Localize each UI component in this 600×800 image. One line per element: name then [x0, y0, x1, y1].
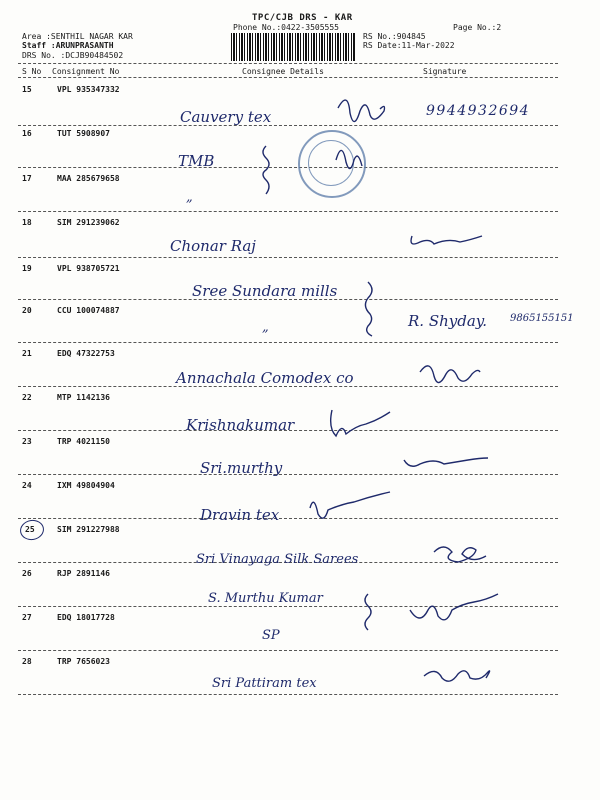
report-title: TPC/CJB DRS - KAR: [252, 13, 353, 23]
row-consignment: CCU 100074887: [57, 306, 120, 315]
row-consignment: SIM 291239062: [57, 218, 120, 227]
row-sno: 21: [22, 349, 32, 358]
rs-date: RS Date:11-Mar-2022: [363, 41, 455, 50]
drs-number: DRS No. :DCJB90484502: [22, 51, 124, 60]
handwritten-phone: 9944932694: [426, 103, 531, 119]
brace-16: [263, 146, 269, 194]
signature-18: [411, 236, 482, 244]
signature-21: [420, 366, 480, 383]
handwritten-consignee: Chonar Raj: [170, 237, 256, 255]
signature-16: [336, 150, 362, 168]
row-sno: 28: [22, 657, 32, 666]
handwritten-ditto: „: [186, 190, 193, 205]
row-sno: 23: [22, 437, 32, 446]
handwritten-consignee: Sri Vinayaga Silk Sarees: [196, 552, 359, 567]
handwritten-signature: R. Shyday.: [408, 312, 488, 330]
signature-24: [310, 492, 390, 518]
staff-label: Staff :ARUNPRASANTH: [22, 41, 114, 50]
handwritten-consignee: S. Murthu Kumar: [208, 591, 323, 606]
row-consignment: IXM 49804904: [57, 481, 115, 490]
brace-26: [365, 594, 371, 630]
handwritten-ditto: „: [262, 320, 269, 335]
row-consignment: EDQ 18017728: [57, 613, 115, 622]
page-number: Page No.:2: [453, 23, 502, 32]
handwritten-consignee: Annachala Comodex co: [176, 369, 354, 387]
col-signature: Signature: [423, 67, 467, 76]
col-sno: S No: [22, 67, 42, 76]
row-sno: 17: [22, 174, 32, 183]
row-consignment: MTP 1142136: [57, 393, 110, 402]
row-consignment: VPL 935347332: [57, 85, 120, 94]
handwritten-consignee: Dravin tex: [200, 506, 280, 524]
phone-number: Phone No.:0422-3505555: [233, 23, 339, 32]
signature-22: [331, 410, 390, 436]
row-sno: 25: [25, 525, 35, 534]
signature-27: [410, 594, 498, 620]
col-consignee: Consignee Details: [242, 67, 324, 76]
handwritten-phone: 9865155151: [510, 313, 574, 324]
signature-25: [434, 547, 486, 562]
col-consignment: Consignment No: [52, 67, 120, 76]
row-consignment: MAA 285679658: [57, 174, 120, 183]
handwritten-consignee: Sree Sundara mills: [192, 282, 338, 300]
row-consignment: TRP 7656023: [57, 657, 110, 666]
handwritten-consignee: Sri.murthy: [200, 459, 283, 477]
handwritten-consignee: SP: [262, 628, 280, 643]
brace-19: [365, 282, 372, 336]
handwritten-consignee: Cauvery tex: [180, 108, 272, 126]
row-consignment: SIM 291227988: [57, 525, 120, 534]
area-label: Area :SENTHIL NAGAR KAR: [22, 32, 133, 41]
handwritten-consignee: Krishnakumar: [186, 416, 295, 434]
handwritten-consignee: Sri Pattiram tex: [212, 676, 317, 691]
row-sno: 20: [22, 306, 32, 315]
row-consignment: VPL 938705721: [57, 264, 120, 273]
row-sno: 27: [22, 613, 32, 622]
rs-number: RS No.:904845: [363, 32, 426, 41]
row-consignment: RJP 2891146: [57, 569, 110, 578]
signature-15: [338, 100, 385, 121]
row-consignment: TUT 5908907: [57, 129, 110, 138]
signature-23: [404, 458, 488, 466]
row-sno: 24: [22, 481, 32, 490]
row-sno: 15: [22, 85, 32, 94]
row-sno: 22: [22, 393, 32, 402]
row-consignment: EDQ 47322753: [57, 349, 115, 358]
row-sno: 16: [22, 129, 32, 138]
row-sno: 26: [22, 569, 32, 578]
row-sno: 19: [22, 264, 32, 273]
signature-28: [424, 671, 490, 681]
handwritten-consignee: TMB: [178, 152, 215, 170]
row-sno: 18: [22, 218, 32, 227]
row-consignment: TRP 4021150: [57, 437, 110, 446]
